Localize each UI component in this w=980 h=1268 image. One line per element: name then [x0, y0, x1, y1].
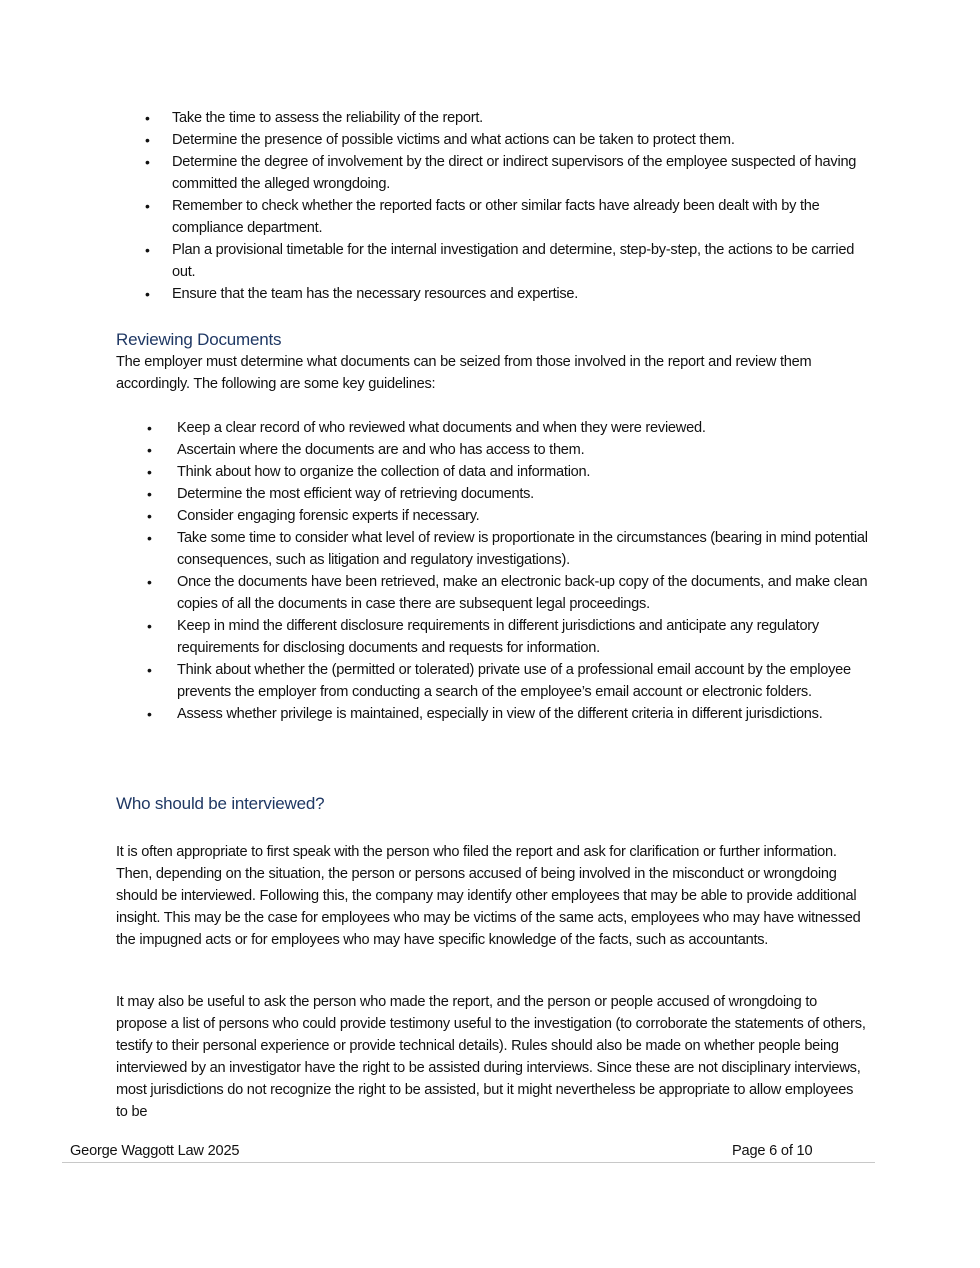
bullet-icon: •: [145, 286, 150, 302]
list-item: • Keep a clear record of who reviewed what documents and when they were reviewed.: [116, 417, 868, 439]
bullet-icon: •: [147, 420, 152, 436]
bullet-icon: •: [147, 574, 152, 590]
list-item: • Keep in mind the different disclosure requirements in different jurisdictions and anticipate any regulatory requirements for disclosing documents and requests for information.: [116, 615, 868, 659]
page-footer: [62, 1140, 875, 1163]
intro-bullet-list: [116, 107, 868, 305]
footer-author: George Waggott Law 2025: [70, 1143, 240, 1159]
bullet-icon: •: [145, 198, 150, 214]
bullet-icon: •: [145, 154, 150, 170]
list-item: • Determine the degree of involvement by the direct or indirect supervisors of the employee suspected of having committed the alleged wrongdoing.: [116, 151, 868, 195]
reviewing-documents-bullet-list: [116, 417, 868, 725]
bullet-icon: •: [145, 242, 150, 258]
list-item: • Ascertain where the documents are and who has access to them.: [116, 439, 868, 461]
list-item: • Remember to check whether the reported facts or other similar facts have already been dealt with by the compliance department.: [116, 195, 868, 239]
bullet-icon: •: [147, 662, 152, 678]
section-heading-who-should-be-interviewed: Who should be interviewed?: [116, 794, 325, 813]
bullet-icon: •: [147, 442, 152, 458]
list-item: • Assess whether privilege is maintained, especially in view of the different criteria in different jurisdictions.: [116, 703, 868, 725]
paragraph: It is often appropriate to first speak with the person who filed the report and ask for clarification or further information. Then, depending on the situation, the person or persons accused of being involved in the misconduct or wrongdoing should be interviewed. Following this, the company may identify other employees that may be able to provide additional insight. This may be the case for employees who may be victims of the same acts, employees who may have witnessed the impugned acts or for employees who may have specific knowledge of the facts, such as accountants.: [116, 844, 861, 948]
bullet-icon: •: [147, 618, 152, 634]
reviewing-documents-intro: The employer must determine what documents can be seized from those involved in the report and review them accordingly. The following are some key guidelines:: [116, 354, 812, 392]
list-item: • Ensure that the team has the necessary resources and expertise.: [116, 283, 868, 305]
list-item: • Think about how to organize the collection of data and information.: [116, 461, 868, 483]
bullet-icon: •: [147, 530, 152, 546]
bullet-icon: •: [145, 132, 150, 148]
list-item: • Take some time to consider what level of review is proportionate in the circumstances (bearing in mind potential consequences, such as litigation and regulatory investigations).: [116, 527, 868, 571]
list-item: • Determine the presence of possible victims and what actions can be taken to protect them.: [116, 129, 868, 151]
bullet-icon: •: [147, 706, 152, 722]
section-heading-reviewing-documents: Reviewing Documents: [116, 330, 282, 349]
bullet-icon: •: [147, 486, 152, 502]
paragraph: It may also be useful to ask the person who made the report, and the person or people accused of wrongdoing to propose a list of persons who could provide testimony useful to the investigation (to corroborate the statements of others, testify to their personal experience or provide technical details). Rules should also be made on whether people being interviewed by an investigator have the right to be assisted during interviews. Since these are not disciplinary interviews, most jurisdictions do not recognize the right to be assisted, but it might nevertheless be appropriate to allow employees to be: [116, 994, 866, 1120]
list-item: • Plan a provisional timetable for the internal investigation and determine, step-by-step, the actions to be carried out.: [116, 239, 868, 283]
list-item: • Think about whether the (permitted or tolerated) private use of a professional email account by the employee prevents the employer from conducting a search of the employee’s email account or electronic folders.: [116, 659, 868, 703]
bullet-icon: •: [145, 110, 150, 126]
list-item: • Consider engaging forensic experts if necessary.: [116, 505, 868, 527]
bullet-icon: •: [147, 508, 152, 524]
list-item: • Once the documents have been retrieved, make an electronic back-up copy of the documents, and make clean copies of all the documents in case there are subsequent legal proceedings.: [116, 571, 868, 615]
list-item: • Determine the most efficient way of retrieving documents.: [116, 483, 868, 505]
list-item: • Take the time to assess the reliability of the report.: [116, 107, 868, 129]
page-number: Page 6 of 10: [732, 1143, 813, 1159]
bullet-icon: •: [147, 464, 152, 480]
